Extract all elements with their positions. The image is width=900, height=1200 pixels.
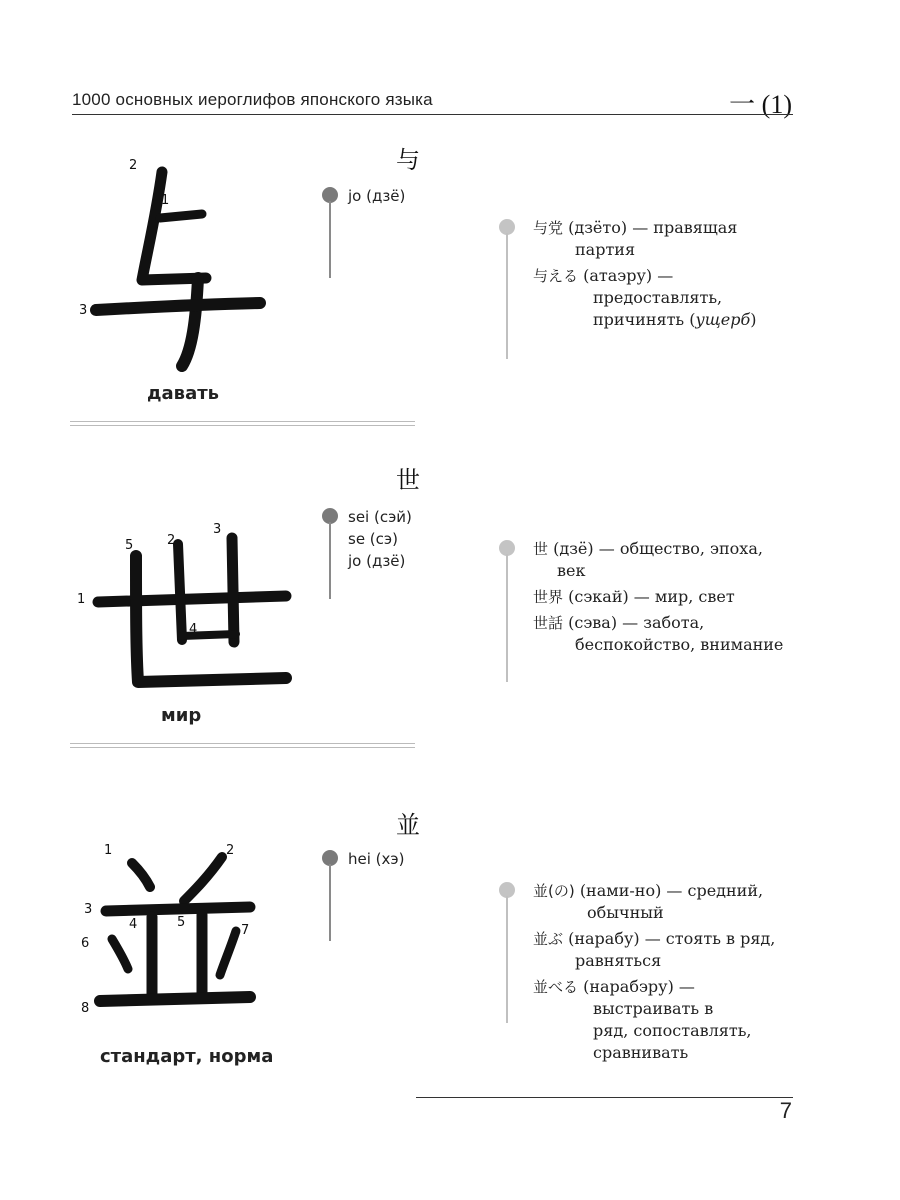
example-reading: (нарабу) [568,929,640,948]
kanji-title: 並 [396,811,420,839]
kanji-title: 世 [396,466,420,494]
example-item [533,880,775,924]
example-gloss-cont: равняться [575,951,662,970]
example-gloss-cont: выстраивать в [593,999,714,1018]
reading-onyomi: sei (сэй) [348,508,412,526]
example-word: 並ぶ [533,930,564,948]
stroke-number: 1 [77,592,86,607]
example-gloss-cont: партия [575,240,636,259]
example-gloss-cont: ряд, сопоставлять, [593,1021,752,1040]
stroke-number: 6 [81,936,90,951]
stroke-number: 4 [129,917,138,932]
example-gloss: — забота, [617,613,705,632]
pin-line [506,233,508,359]
stroke-number: 2 [167,533,176,548]
stroke-number: 7 [241,923,250,938]
example-gloss: — [673,977,695,996]
example-item [533,265,757,331]
examples-list [533,880,775,1064]
pin-line [329,864,331,941]
example-reading: (сэкай) [568,587,629,606]
kanji-calligraphy [90,845,260,1025]
example-reading: (дзё) [553,539,594,558]
example-word: 世界 [533,588,564,606]
example-gloss: — правящая [627,218,738,237]
example-word: 並(の) [533,882,575,900]
example-word: 世話 [533,614,564,632]
section-mark: 一 (1) [729,90,792,119]
examples-list [533,538,783,656]
example-gloss-cont: беспокойство, внимание [575,635,784,654]
example-gloss: — средний, [661,881,764,900]
example-gloss-cont: сравнивать [593,1043,689,1062]
example-gloss-cont: обычный [587,903,664,922]
pin-line [506,554,508,682]
example-gloss-cont: предоставлять, [593,288,723,307]
example-gloss: — мир, свет [628,587,735,606]
kanji-calligraphy [90,160,270,380]
reading-onyomi: se (сэ) [348,530,398,548]
example-reading: (атаэру) [583,266,653,285]
example-gloss: — общество, эпоха, [593,539,763,558]
example-reading: (сэва) [568,613,618,632]
stroke-number: 5 [177,915,186,930]
example-word: 世 [533,540,549,558]
stroke-number: 2 [129,158,138,173]
example-gloss-cont [533,309,757,331]
example-item [533,612,783,656]
pin-line [329,201,331,278]
entry-separator [70,421,415,426]
kanji-meaning: мир [161,705,202,726]
kanji-title: 与 [396,146,420,174]
example-reading: (нарабэру) [583,977,674,996]
readings-list [348,506,412,572]
readings-list [348,185,405,207]
example-gloss-cont: век [557,561,586,580]
stroke-number: 5 [125,538,134,553]
example-reading: (дзёто) [568,218,628,237]
pin-line [506,896,508,1023]
examples-list [533,217,757,331]
header-rule [72,114,793,115]
stroke-number: 1 [104,843,113,858]
stroke-number: 3 [84,902,93,917]
reading-onyomi: hei (хэ) [348,850,405,868]
pin-line [329,522,331,599]
stroke-number: 2 [226,843,235,858]
footer-rule [416,1097,793,1098]
kanji-calligraphy [90,530,300,700]
example-gloss: — [652,266,674,285]
reading-onyomi: jo (дзё) [348,187,406,205]
reading-onyomi: jo (дзё) [348,552,406,570]
example-item [533,538,783,582]
example-reading: (нами-но) [579,881,662,900]
book-title: 1000 основных иероглифов японского языка [72,90,433,109]
example-gloss: — стоять в ряд, [639,929,776,948]
gloss-italic: ущерб [695,310,751,329]
example-word: 与党 [533,219,564,237]
example-item [533,217,757,261]
example-word: 並べる [533,978,579,996]
readings-list [348,848,404,870]
entry-separator [70,743,415,748]
stroke-number: 3 [79,303,88,318]
kanji-meaning: давать [147,383,220,404]
example-word: 与える [533,267,579,285]
page-number: 7 [779,1098,792,1123]
stroke-number: 3 [213,522,222,537]
stroke-number: 4 [189,622,198,637]
gloss-text: ) [750,310,757,329]
stroke-number: 8 [81,1001,90,1016]
example-item [533,928,775,972]
stroke-number: 1 [161,193,170,208]
gloss-text: причинять ( [593,310,696,329]
kanji-meaning: стандарт, норма [100,1046,274,1067]
example-item [533,586,783,608]
example-item [533,976,775,1064]
